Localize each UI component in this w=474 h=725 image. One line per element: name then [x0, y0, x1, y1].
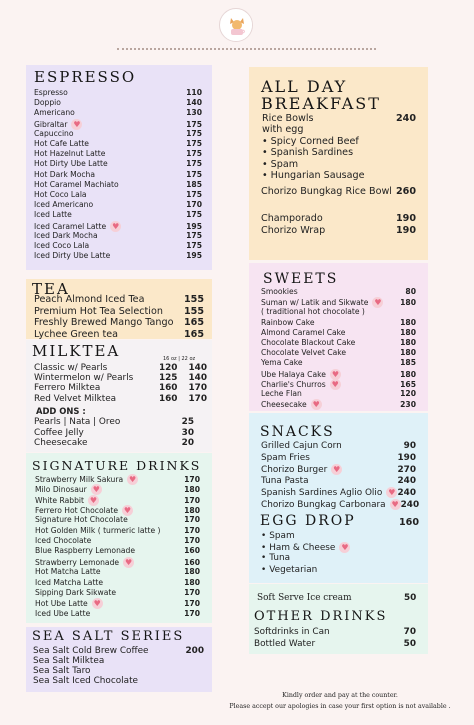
rice-bowls-price: 240 — [396, 113, 417, 124]
item-price: 155 — [183, 294, 204, 305]
item-name: Almond Caramel Cake — [261, 327, 346, 337]
seasalt-panel — [26, 627, 212, 692]
other-panel — [249, 584, 428, 654]
item-name: Chorizo Wrap — [261, 225, 326, 236]
tea-title: TEA — [32, 280, 70, 298]
option-name: Tuna — [269, 553, 291, 564]
signature-item — [35, 546, 200, 555]
item-price: 25 — [181, 417, 194, 427]
bullet-icon: • — [261, 531, 267, 541]
item-name: Sea Salt Cold Brew Coffee — [33, 646, 149, 656]
signature-item — [35, 495, 200, 506]
heart-icon: ♥ — [391, 500, 399, 509]
breakfast-panel — [249, 67, 428, 260]
item-name: Blue Raspberry Lemonade — [35, 546, 136, 556]
item-price: 240 — [397, 475, 416, 486]
item-name: Freshly Brewed Mango Tango — [34, 317, 174, 328]
item-price: 180 — [184, 577, 200, 587]
item-name: Hot Dark Mocha — [34, 169, 96, 179]
item-name: Hot Ube Latte — [35, 599, 88, 609]
eggdrop-title: EGG DROP — [260, 513, 356, 529]
item-name: Chocolate Blackout Cake — [261, 338, 356, 347]
heart-icon: ♥ — [374, 298, 382, 308]
item-price: 195 — [186, 221, 202, 231]
breakfast-option — [262, 147, 353, 158]
item-name: Yema Cake — [261, 358, 303, 368]
item-price: 140 — [186, 98, 202, 108]
addon-item — [34, 417, 194, 427]
milktea-panel — [26, 340, 212, 452]
item-name: Iced Americano — [34, 200, 94, 210]
breakfast-option — [262, 136, 359, 147]
softserve-price: 50 — [404, 593, 417, 603]
item-name: Hot Dirty Ube Latte — [34, 159, 108, 169]
breakfast-item — [261, 186, 416, 197]
heart-icon: ♥ — [388, 488, 396, 498]
milktea-item — [34, 394, 207, 404]
item-name: Iced Caramel Latte — [34, 221, 107, 231]
item-name: Hot Coco Lala — [34, 190, 87, 199]
item-price1: 160 — [158, 393, 178, 404]
heart-icon: ♥ — [331, 379, 339, 389]
sweets-item — [261, 399, 416, 410]
seasalt-item — [33, 646, 204, 656]
item-name: Suman w/ Latik and Sikwate — [261, 298, 369, 308]
with-egg-label: with egg — [262, 124, 304, 135]
other-title: OTHER DRINKS — [254, 609, 388, 624]
bullet-icon: • — [261, 553, 267, 564]
item-price: 175 — [186, 169, 202, 179]
header-divider — [117, 48, 376, 50]
item-price: 165 — [183, 328, 204, 339]
footer-apology-note: Please accept our apologies in case your first option is not available . — [229, 703, 451, 710]
option-name: Vegetarian — [269, 564, 318, 575]
item-price: 175 — [186, 119, 202, 129]
item-name: Iced Chocolate — [35, 536, 92, 546]
item-price: 180 — [400, 317, 416, 327]
signature-item — [35, 484, 200, 495]
item-price: 180 — [400, 348, 416, 358]
item-name: Hot Golden Milk ( turmeric latte ) — [35, 525, 161, 535]
item-name: Sipping Dark Sikwate — [35, 587, 117, 597]
item-price: 270 — [397, 464, 416, 475]
item-name: Chorizo Burger — [261, 464, 328, 475]
softserve-label: Soft Serve Ice cream — [257, 593, 352, 603]
item-price: 160 — [184, 557, 200, 567]
item-name: Hot Cafe Latte — [34, 139, 89, 148]
item-price2: 140 — [188, 373, 207, 384]
item-name: Espresso — [34, 88, 68, 97]
item-price2: 140 — [188, 363, 207, 373]
signature-item — [35, 578, 200, 587]
item-name: Smookies — [261, 287, 298, 296]
espresso-item — [34, 159, 202, 168]
item-price1: 125 — [158, 373, 178, 384]
eggdrop-option — [261, 531, 295, 541]
item-price: 260 — [395, 186, 416, 197]
milktea-title: MILKTEA — [32, 342, 121, 360]
item-name: Ube Halaya Cake — [261, 369, 326, 379]
breakfast-item — [261, 213, 416, 224]
item-name: Capuccino — [34, 128, 74, 138]
option-name: Hungarian Sausage — [270, 169, 365, 181]
breakfast-option — [262, 170, 365, 181]
tea-item — [34, 329, 204, 340]
signature-title: SIGNATURE DRINKS — [32, 458, 202, 473]
espresso-item — [34, 88, 202, 97]
item-name: Spam Fries — [261, 452, 310, 463]
breakfast-item — [261, 225, 416, 236]
item-price2: 170 — [188, 393, 207, 404]
item-price: 165 — [400, 379, 416, 389]
item-price: 175 — [186, 210, 202, 220]
item-price: 180 — [400, 327, 416, 337]
heart-icon: ♥ — [89, 495, 98, 505]
snacks-title: SNACKS — [260, 424, 335, 440]
item-name: Signature Hot Chocolate — [35, 515, 128, 525]
item-name: Softdrinks in Can — [254, 627, 330, 637]
item-name: Tuna Pasta — [261, 475, 309, 486]
sweets-item — [261, 358, 416, 367]
snacks-item — [261, 487, 416, 498]
option-name: Spicy Corned Beef — [270, 136, 359, 147]
bullet-icon: • — [261, 542, 267, 553]
item-name: Chorizo Bungkag Carbonara — [261, 499, 386, 510]
item-name: Classic w/ Pearls — [34, 363, 108, 373]
tea-item — [34, 306, 204, 317]
item-price: 180 — [400, 369, 416, 379]
item-name: Ferrero Milktea — [34, 383, 101, 394]
snacks-item — [261, 453, 416, 463]
espresso-item — [34, 200, 202, 209]
sweets-panel — [249, 263, 428, 411]
item-name: Sea Salt Milktea — [33, 656, 105, 666]
heart-icon: ♥ — [93, 599, 101, 609]
item-name: Chorizo Bungkag Rice Bowl — [261, 186, 392, 197]
item-name: Peach Almond Iced Tea — [34, 294, 145, 305]
eggdrop-price: 160 — [399, 517, 420, 528]
item-price: 190 — [395, 213, 416, 224]
item-name: Hot Caramel Machiato — [34, 179, 119, 189]
item-name: Cheesecake — [34, 438, 88, 449]
item-name: White Rabbit — [35, 495, 84, 505]
item-name: Hot Matcha Latte — [35, 567, 101, 577]
eggdrop-option — [261, 553, 290, 563]
item-price: 160 — [184, 546, 200, 556]
item-price: 175 — [186, 128, 202, 138]
item-price: 110 — [186, 88, 202, 97]
bullet-icon: • — [261, 564, 267, 575]
item-price: 70 — [403, 627, 416, 637]
espresso-item — [34, 170, 202, 179]
snacks-item — [261, 476, 416, 486]
item-name: Premium Hot Tea Selection — [34, 305, 163, 317]
item-price: 180 — [184, 567, 200, 577]
item-name: Cheesecake — [261, 400, 307, 410]
item-name: Ferrero Hot Chocolate — [35, 506, 118, 516]
heart-icon: ♥ — [124, 557, 133, 567]
item-name: Strawberry Milk Sakura — [35, 475, 124, 484]
sweets-item — [261, 348, 416, 357]
espresso-panel — [26, 65, 212, 270]
item-price: 175 — [186, 149, 202, 159]
other-item — [254, 627, 416, 637]
bullet-icon: • — [262, 136, 268, 147]
snacks-item — [261, 499, 420, 510]
espresso-item — [34, 139, 202, 148]
option-name: Spanish Sardines — [270, 147, 354, 159]
item-price: 190 — [397, 452, 416, 463]
breakfast-title-line1: ALL DAY — [261, 77, 348, 96]
item-name: Iced Ube Latte — [35, 608, 91, 618]
seasalt-title: SEA SALT SERIES — [32, 629, 185, 644]
item-name: Champorado — [261, 213, 323, 224]
cafe-logo — [219, 8, 253, 42]
item-name: Lychee Green tea — [34, 328, 118, 339]
sweets-item — [261, 338, 416, 347]
heart-icon: ♥ — [92, 485, 100, 495]
addon-item — [34, 428, 194, 438]
signature-item — [35, 526, 200, 535]
option-name: Spam — [270, 158, 299, 170]
item-name: Bottled Water — [254, 638, 316, 649]
espresso-item — [34, 98, 202, 107]
espresso-item — [34, 231, 202, 240]
milktea-item — [34, 363, 207, 373]
milktea-size-header: 16 oz | 22 oz — [163, 356, 196, 362]
item-price: 240 — [397, 487, 416, 498]
item-name: Iced Dark Mocha — [34, 230, 98, 240]
sweets-item — [261, 318, 416, 327]
item-price: 230 — [400, 400, 416, 410]
item-price1: 120 — [158, 363, 178, 373]
item-price: 180 — [184, 506, 200, 516]
item-price: 170 — [184, 515, 200, 525]
item-price: 180 — [184, 485, 200, 495]
item-name: Strawberry Lemonade — [35, 557, 120, 567]
item-price: 50 — [403, 638, 416, 649]
eggdrop-option — [261, 565, 317, 575]
sweets-item — [261, 307, 416, 316]
item-price: 155 — [183, 305, 204, 317]
item-name: Sea Salt Taro — [33, 666, 91, 676]
signature-item — [35, 515, 200, 524]
item-price: 240 — [400, 499, 420, 510]
item-name: Iced Matcha Latte — [35, 577, 104, 587]
item-price: 190 — [395, 225, 416, 236]
item-price: 170 — [184, 495, 200, 505]
item-price: 170 — [184, 536, 200, 546]
signature-item — [35, 505, 200, 516]
item-price: 175 — [186, 241, 202, 250]
snacks-panel — [249, 413, 428, 583]
item-price: 170 — [184, 608, 200, 618]
tea-item — [34, 294, 204, 305]
seasalt-item — [33, 656, 204, 666]
heart-icon: ♥ — [112, 221, 120, 231]
rice-bowls-label: Rice Bowls — [262, 113, 314, 124]
signature-panel — [26, 453, 212, 623]
item-name: Chocolate Velvet Cake — [261, 348, 347, 358]
item-price: 175 — [186, 190, 202, 199]
item-name: Pearls | Nata | Oreo — [34, 417, 121, 427]
addons-title: ADD ONS : — [36, 406, 86, 416]
espresso-item — [34, 251, 202, 260]
heart-icon: ♥ — [341, 543, 349, 553]
item-name: Iced Dirty Ube Latte — [34, 251, 111, 261]
item-price: 200 — [185, 646, 204, 656]
breakfast-title-line2: BREAKFAST — [261, 94, 381, 113]
item-price: 180 — [400, 338, 416, 347]
item-price: 175 — [186, 139, 202, 148]
espresso-item — [34, 190, 202, 199]
espresso-item — [34, 108, 202, 117]
item-name: Gibraltar — [34, 119, 68, 129]
item-price: 195 — [186, 251, 202, 261]
signature-item — [35, 557, 200, 568]
seasalt-item — [33, 676, 204, 686]
item-price1: 160 — [158, 383, 178, 394]
item-price: 185 — [186, 179, 202, 189]
signature-item — [35, 567, 200, 576]
item-price: 165 — [183, 317, 204, 328]
item-price: 20 — [181, 438, 194, 449]
item-price: 170 — [186, 200, 202, 210]
signature-item — [35, 588, 200, 597]
item-name: Charlie's Churros — [261, 379, 326, 389]
item-price: 170 — [184, 587, 200, 597]
heart-icon: ♥ — [73, 119, 81, 129]
seasalt-item — [33, 666, 204, 676]
eggdrop-option — [261, 542, 350, 553]
sweets-item — [261, 328, 416, 337]
option-name: Ham & Cheese — [269, 542, 336, 553]
item-name: Milo Dinosaur — [35, 485, 87, 495]
item-name: Wintermelon w/ Pearls — [34, 373, 134, 384]
item-name: Leche Flan — [261, 389, 302, 398]
signature-item — [35, 598, 200, 609]
footer-order-note: Kindly order and pay at the counter. — [282, 692, 398, 699]
item-price: 175 — [186, 159, 202, 169]
heart-icon: ♥ — [331, 369, 339, 379]
snacks-item — [261, 464, 416, 475]
item-price: 180 — [400, 298, 416, 308]
item-name: Spanish Sardines Aglio Olio — [261, 487, 383, 498]
tea-panel — [26, 279, 212, 339]
item-name: Hot Hazelnut Latte — [34, 149, 106, 159]
item-price: 170 — [184, 475, 200, 484]
bullet-icon: • — [262, 147, 268, 159]
heart-icon: ♥ — [333, 465, 341, 475]
item-name: ( traditional hot chocolate ) — [261, 307, 365, 317]
milktea-item — [34, 373, 207, 383]
heart-icon: ♥ — [129, 475, 137, 484]
snacks-item — [261, 441, 416, 451]
espresso-item — [34, 129, 202, 138]
espresso-item — [34, 210, 202, 219]
addon-item — [34, 438, 194, 448]
espresso-item — [34, 180, 202, 189]
other-item — [254, 639, 416, 649]
item-name: Iced Coco Lala — [34, 241, 90, 250]
item-name: Americano — [34, 108, 75, 118]
item-price: 175 — [186, 230, 202, 240]
item-name: Coffee Jelly — [34, 427, 84, 438]
bullet-icon: • — [262, 169, 268, 181]
item-name: Sea Salt Iced Chocolate — [33, 676, 139, 686]
sweets-item — [261, 287, 416, 296]
signature-item — [35, 474, 200, 485]
signature-item — [35, 609, 200, 618]
espresso-item — [34, 241, 202, 250]
item-price: 30 — [181, 427, 194, 438]
item-price: 80 — [405, 287, 416, 296]
item-name: Grilled Cajun Corn — [261, 441, 342, 451]
item-price2: 170 — [188, 383, 207, 394]
item-price: 130 — [186, 108, 202, 118]
item-name: Red Velvet Milktea — [34, 393, 117, 404]
item-price: 170 — [184, 525, 200, 535]
espresso-item — [34, 149, 202, 158]
heart-icon: ♥ — [123, 506, 132, 516]
item-name: Doppio — [34, 98, 61, 108]
item-price: 170 — [184, 599, 200, 609]
item-price: 90 — [403, 441, 416, 451]
milktea-item — [34, 383, 207, 393]
bullet-icon: • — [262, 158, 268, 170]
tea-item — [34, 317, 204, 328]
option-name: Spam — [269, 531, 295, 541]
item-name: Iced Latte — [34, 210, 72, 220]
item-name: Rainbow Cake — [261, 317, 315, 327]
heart-icon: ♥ — [312, 400, 320, 410]
item-price: 120 — [400, 389, 416, 398]
signature-item — [35, 536, 200, 545]
breakfast-option — [262, 159, 298, 170]
espresso-title: ESPRESSO — [34, 68, 137, 86]
item-price: 185 — [400, 358, 416, 368]
sweets-item — [261, 389, 416, 398]
sweets-title: SWEETS — [263, 271, 339, 287]
